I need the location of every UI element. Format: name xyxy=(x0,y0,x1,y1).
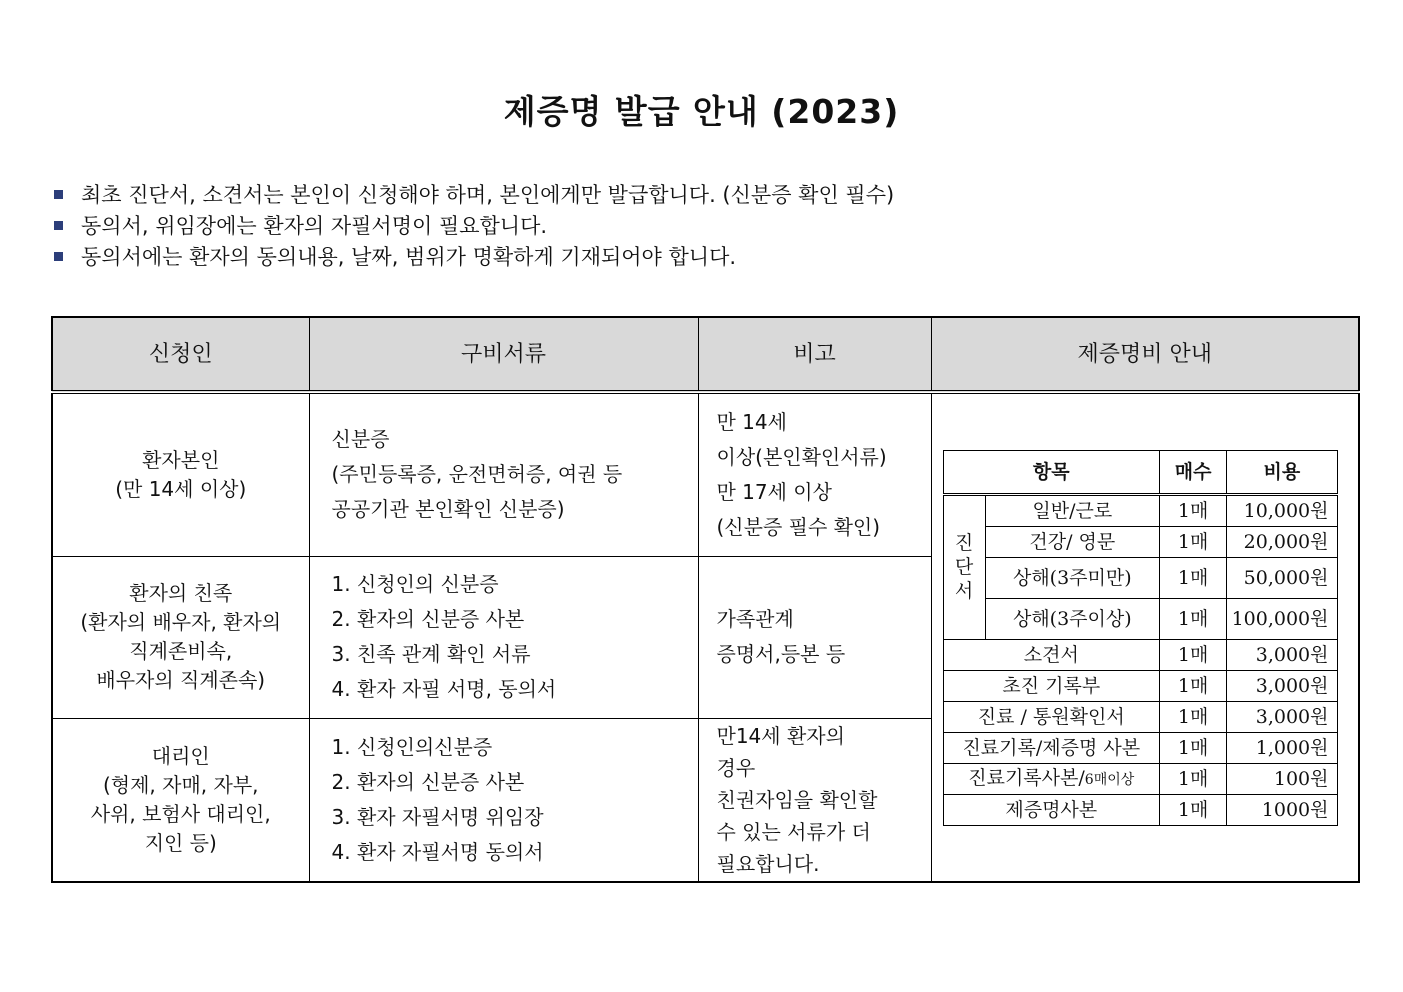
fee-row: 제증명사본 1매 1000원 xyxy=(943,794,1337,825)
fee-row: 진료 / 통원확인서 1매 3,000원 xyxy=(943,701,1337,732)
bullet-square-icon xyxy=(54,252,63,261)
fee-cell xyxy=(931,392,1359,882)
remarks-cell: 만 14세 이상(본인확인서류) 만 17세 이상 (신분증 필수 확인) xyxy=(698,392,931,556)
fee-row: 진료기록/제증명 사본 1매 1,000원 xyxy=(943,732,1337,763)
header-documents: 구비서류 xyxy=(309,317,698,392)
page-title: 제증명 발급 안내 (2023) xyxy=(503,92,900,131)
fee-header-cost: 비용 xyxy=(1227,450,1337,494)
fee-header-qty: 매수 xyxy=(1160,450,1227,494)
notice-list xyxy=(54,180,894,273)
fee-row: 상해(3주이상) 1매 100,000원 xyxy=(943,598,1337,639)
fee-row: 초진 기록부 1매 3,000원 xyxy=(943,670,1337,701)
fee-header-item: 항목 xyxy=(943,450,1160,494)
notice-item: 동의서에는 환자의 동의내용, 날짜, 범위가 명확하게 기재되어야 합니다. xyxy=(54,242,894,273)
applicant-cell: 환자의 친족 (환자의 배우자, 환자의 직계존비속, 배우자의 직계존속) xyxy=(52,556,309,718)
documents-cell: 신분증 (주민등록증, 운전면허증, 여권 등 공공기관 본인확인 신분증) xyxy=(309,392,698,556)
header-remarks: 비고 xyxy=(698,317,931,392)
applicant-cell: 환자본인 (만 14세 이상) xyxy=(52,392,309,556)
fee-row: 건강/ 영문 1매 20,000원 xyxy=(943,526,1337,557)
diagnosis-group-label: 진 단 서 xyxy=(943,494,985,639)
fee-row: 소견서 1매 3,000원 xyxy=(943,639,1337,670)
fee-row: 진료기록사본/6매이상 1매 100원 xyxy=(943,763,1337,794)
bullet-square-icon xyxy=(54,221,63,230)
certificate-table xyxy=(51,316,1360,883)
remarks-cell: 만14세 환자의 경우 친권자임을 확인할 수 있는 서류가 더 필요합니다. xyxy=(698,718,931,882)
header-fee-guide: 제증명비 안내 xyxy=(931,317,1359,392)
notice-item: 최초 진단서, 소견서는 본인이 신청해야 하며, 본인에게만 발급합니다. (신분증 확인 필수) xyxy=(54,180,894,211)
fee-row: 상해(3주미만) 1매 50,000원 xyxy=(943,557,1337,598)
bullet-square-icon xyxy=(54,190,63,199)
applicant-cell: 대리인 (형제, 자매, 자부, 사위, 보험사 대리인, 지인 등) xyxy=(52,718,309,882)
table-row xyxy=(52,392,1359,556)
fee-table xyxy=(943,450,1338,826)
header-applicant: 신청인 xyxy=(52,317,309,392)
documents-cell: 1. 신청인의신분증 2. 환자의 신분증 사본 3. 환자 자필서명 위임장 4. 환자 자필서명 동의서 xyxy=(309,718,698,882)
fee-row: 진 단 서 일반/근로 1매 10,000원 xyxy=(943,494,1337,526)
documents-cell: 1. 신청인의 신분증 2. 환자의 신분증 사본 3. 친족 관계 확인 서류 4. 환자 자필 서명, 동의서 xyxy=(309,556,698,718)
notice-item: 동의서, 위임장에는 환자의 자필서명이 필요합니다. xyxy=(54,211,894,242)
remarks-cell: 가족관계 증명서,등본 등 xyxy=(698,556,931,718)
